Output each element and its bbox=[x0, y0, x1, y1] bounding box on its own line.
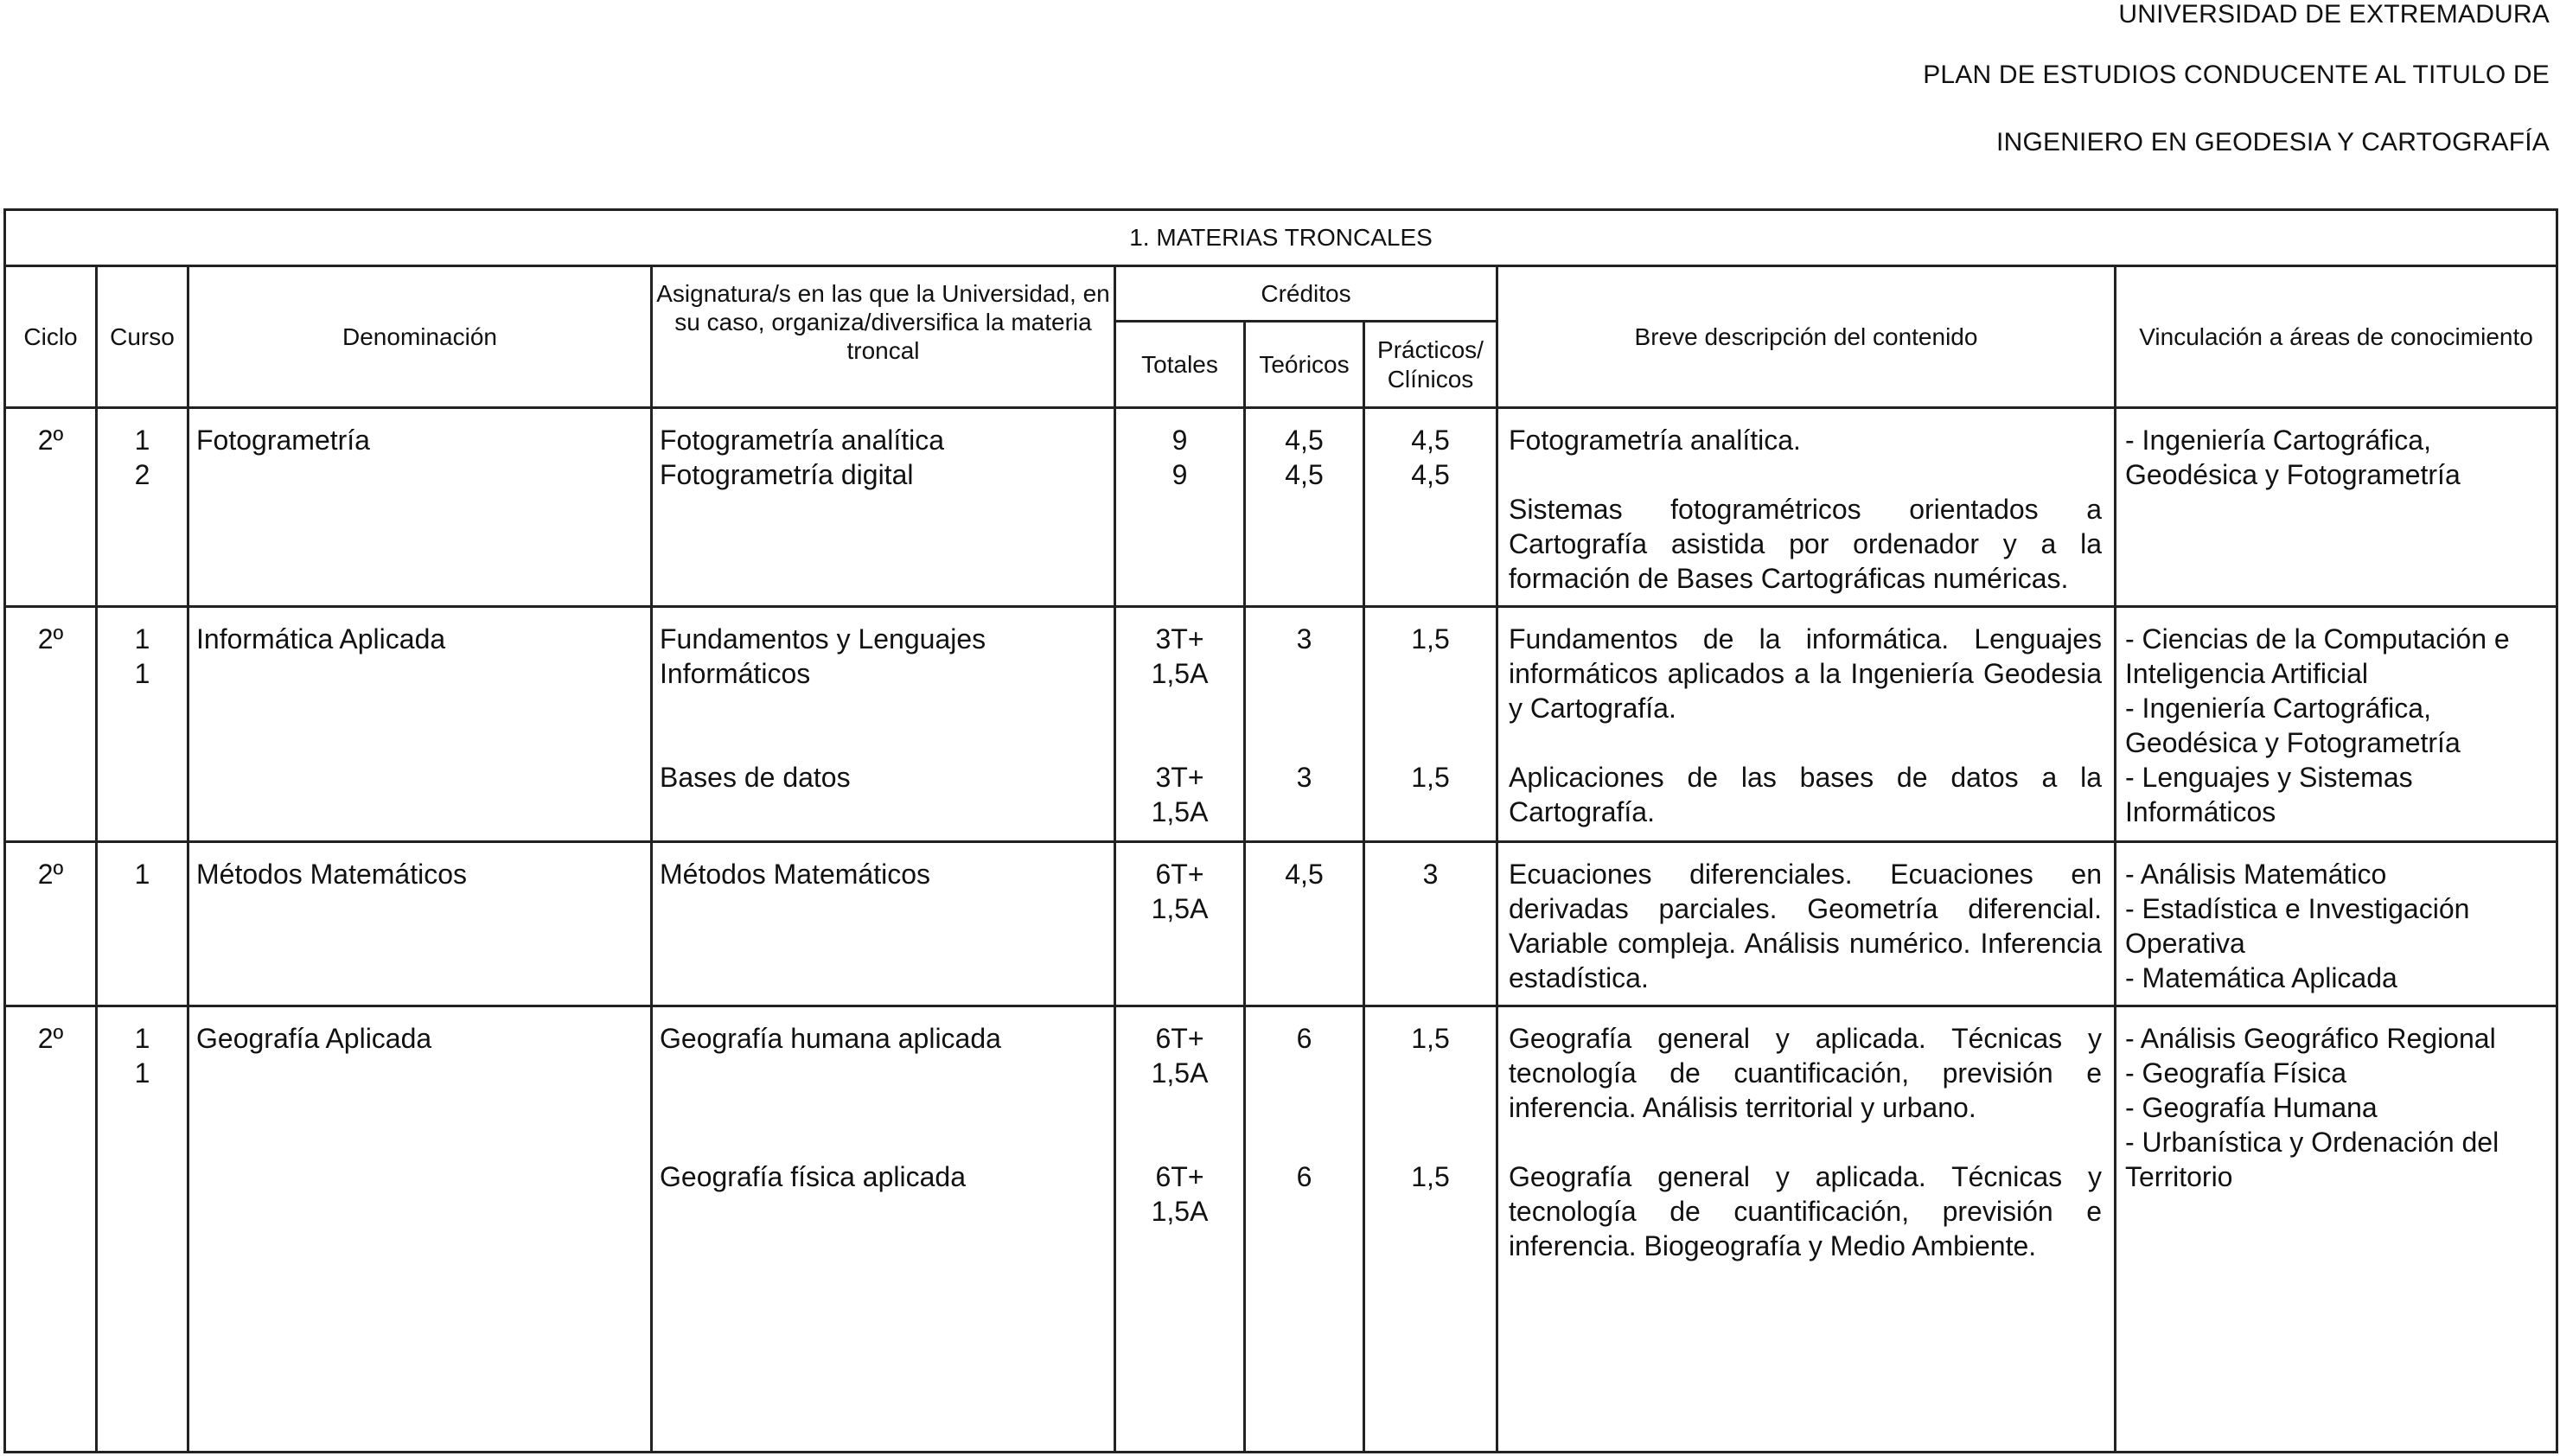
materias-troncales-table bbox=[3, 208, 2558, 1453]
teoricos-cell: 3 3 bbox=[1245, 607, 1364, 842]
col-curso-header: Curso bbox=[97, 266, 188, 408]
totales-cell: 3T+ 1,5A 3T+ 1,5A bbox=[1115, 607, 1245, 842]
asignatura-cell: Métodos Matemáticos bbox=[652, 842, 1115, 1006]
table-row bbox=[5, 842, 2557, 1006]
vinculacion-cell: - Ingeniería Cartográfica, Geodésica y Fotogrametría bbox=[2116, 408, 2557, 607]
practicos-cell: 1,5 1,5 bbox=[1364, 1006, 1497, 1453]
curso-cell: 1 bbox=[97, 842, 188, 1006]
practicos-cell: 4,5 4,5 bbox=[1364, 408, 1497, 607]
denominacion-cell: Fotogrametría bbox=[188, 408, 652, 607]
col-vinculacion-header: Vinculación a áreas de conocimiento bbox=[2116, 266, 2557, 408]
descripcion-cell: Fundamentos de la informática. Lenguajes informáticos aplicados a la Ingeniería Geodesia y Cartografía. Aplicaciones de las bases de datos a la Cartografía. bbox=[1497, 607, 2116, 842]
denominacion-cell: Geografía Aplicada bbox=[188, 1006, 652, 1453]
totales-cell: 6T+ 1,5A bbox=[1115, 842, 1245, 1006]
ciclo-cell: 2º bbox=[5, 842, 97, 1006]
ciclo-cell: 2º bbox=[5, 1006, 97, 1453]
totales-cell: 6T+ 1,5A 6T+ 1,5A bbox=[1115, 1006, 1245, 1453]
asignatura-cell: Fundamentos y Lenguajes Informáticos Bases de datos bbox=[652, 607, 1115, 842]
teoricos-cell: 6 6 bbox=[1245, 1006, 1364, 1453]
vinculacion-cell: - Ciencias de la Computación e Inteligencia Artificial - Ingeniería Cartográfica, Geodésica y Fotogrametría - Lenguajes y Sistemas Informáticos bbox=[2116, 607, 2557, 842]
col-denominacion-header: Denominación bbox=[188, 266, 652, 408]
col-creditos-header: Créditos bbox=[1115, 266, 1497, 322]
curso-cell: 1 2 bbox=[97, 408, 188, 607]
denominacion-cell: Métodos Matemáticos bbox=[188, 842, 652, 1006]
ciclo-cell: 2º bbox=[5, 408, 97, 607]
plan-title: PLAN DE ESTUDIOS CONDUCENTE AL TITULO DE bbox=[1923, 61, 2550, 89]
curso-cell: 1 1 bbox=[97, 1006, 188, 1453]
col-practicos-header: Prácticos/ Clínicos bbox=[1364, 322, 1497, 408]
teoricos-cell: 4,5 bbox=[1245, 842, 1364, 1006]
table-title: 1. MATERIAS TRONCALES bbox=[5, 210, 2557, 266]
descripcion-cell: Ecuaciones diferenciales. Ecuaciones en derivadas parciales. Geometría diferencial. Variable compleja. Análisis numérico. Inferencia estadística. bbox=[1497, 842, 2116, 1006]
teoricos-cell: 4,5 4,5 bbox=[1245, 408, 1364, 607]
totales-cell: 9 9 bbox=[1115, 408, 1245, 607]
practicos-cell: 1,5 1,5 bbox=[1364, 607, 1497, 842]
asignatura-cell: Geografía humana aplicada Geografía física aplicada bbox=[652, 1006, 1115, 1453]
col-teoricos-header: Teóricos bbox=[1245, 322, 1364, 408]
degree-title: INGENIERO EN GEODESIA Y CARTOGRAFÍA bbox=[1996, 128, 2550, 156]
descripcion-cell: Fotogrametría analítica. Sistemas fotogramétricos orientados a Cartografía asistida por ordenador y a la formación de Bases Cartográficas numéricas. bbox=[1497, 408, 2116, 607]
curso-cell: 1 1 bbox=[97, 607, 188, 842]
col-totales-header: Totales bbox=[1115, 322, 1245, 408]
asignatura-cell: Fotogrametría analítica Fotogrametría digital bbox=[652, 408, 1115, 607]
table-row bbox=[5, 607, 2557, 842]
university-name: UNIVERSIDAD DE EXTREMADURA bbox=[2118, 0, 2550, 29]
col-ciclo-header: Ciclo bbox=[5, 266, 97, 408]
col-descripcion-header: Breve descripción del contenido bbox=[1497, 266, 2116, 408]
ciclo-cell: 2º bbox=[5, 607, 97, 842]
table-row bbox=[5, 1006, 2557, 1453]
descripcion-cell: Geografía general y aplicada. Técnicas y tecnología de cuantificación, previsión e inferencia. Análisis territorial y urbano. Geografía general y aplicada. Técnicas y tecnología de cuantificación, previsión e inferencia. Biogeografía y Medio Ambiente. bbox=[1497, 1006, 2116, 1453]
vinculacion-cell: - Análisis Geográfico Regional - Geografía Física - Geografía Humana - Urbanística y Ordenación del Territorio bbox=[2116, 1006, 2557, 1453]
denominacion-cell: Informática Aplicada bbox=[188, 607, 652, 842]
vinculacion-cell: - Análisis Matemático - Estadística e Investigación Operativa - Matemática Aplicada bbox=[2116, 842, 2557, 1006]
col-asignatura-header: Asignatura/s en las que la Universidad, en su caso, organiza/diversifica la materia troncal bbox=[652, 266, 1115, 408]
table-row bbox=[5, 408, 2557, 607]
practicos-cell: 3 bbox=[1364, 842, 1497, 1006]
